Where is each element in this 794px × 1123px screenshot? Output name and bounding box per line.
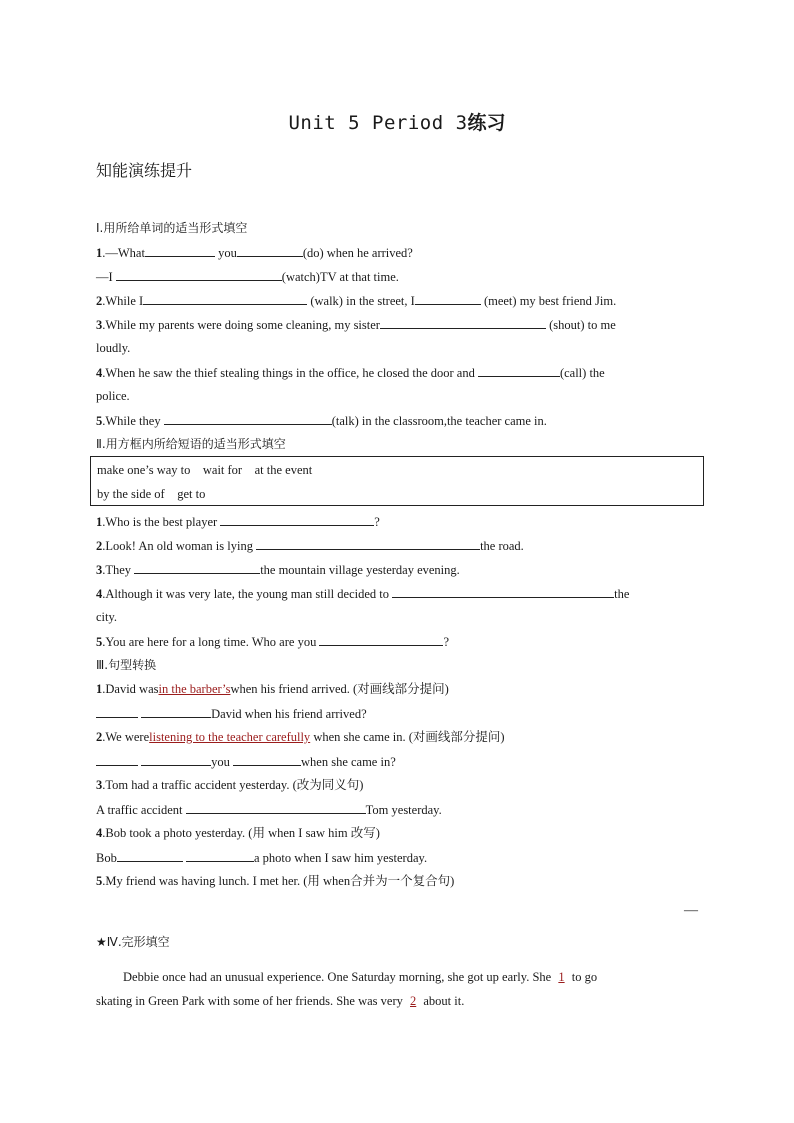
answer-blank[interactable] [116, 268, 282, 281]
phrase-row-2: by the side of get to [97, 487, 206, 501]
s3-question-5: 5.My friend was having lunch. I met her. (用 when合并为一个复合句) [96, 874, 455, 888]
answer-blank[interactable] [380, 316, 546, 329]
phrase-row-1: make one’s way to wait for at the event [97, 463, 313, 477]
section-1-heading: Ⅰ.用所给单词的适当形式填空 [96, 221, 248, 235]
s1-question-3-cont: loudly. [96, 341, 131, 355]
underlined-phrase: in the barber’s [158, 682, 231, 696]
answer-blank[interactable] [134, 561, 260, 574]
s3-question-4-answer: Bob a photo when I saw him yesterday. [96, 851, 428, 865]
answer-blank[interactable] [186, 849, 254, 862]
answer-blank[interactable] [256, 537, 480, 550]
cloze-blank-2[interactable]: 2 [410, 994, 417, 1008]
s3-question-3: 3.Tom had a traffic accident yesterday. (改为同义句) [96, 778, 364, 792]
cloze-paragraph-line-2: skating in Green Park with some of her friends. She was very 2 about it. [96, 994, 465, 1008]
s1-question-5: 5.While they (talk) in the classroom,the teacher came in. [96, 414, 547, 428]
section-2-heading: Ⅱ.用方框内所给短语的适当形式填空 [96, 437, 286, 451]
s2-question-3: 3.They the mountain village yesterday evening. [96, 563, 460, 577]
underlined-phrase: listening to the teacher carefully [149, 730, 311, 744]
s1-question-4: 4.When he saw the thief stealing things in the office, he closed the door and (call) the [96, 366, 605, 380]
s1-question-3: 3.While my parents were doing some cleaning, my sister (shout) to me [96, 318, 616, 332]
answer-dash: — [684, 903, 698, 918]
page-title: Unit 5 Period 3练习 [288, 112, 506, 134]
answer-blank[interactable] [392, 585, 614, 598]
answer-blank[interactable] [478, 364, 560, 377]
answer-blank[interactable] [220, 513, 374, 526]
answer-blank[interactable] [96, 753, 138, 766]
subtitle: 知能演练提升 [96, 161, 193, 180]
answer-blank[interactable] [143, 292, 307, 305]
section-3-heading: Ⅲ.句型转换 [96, 658, 157, 672]
section-4-heading: ★Ⅳ.完形填空 [96, 935, 170, 949]
s1-question-4-cont: police. [96, 389, 130, 403]
answer-blank[interactable] [164, 412, 332, 425]
s3-question-1: 1.David wasin the barber’swhen his friend arrived. (对画线部分提问) [96, 682, 449, 696]
answer-blank[interactable] [186, 801, 366, 814]
s3-question-4: 4.Bob took a photo yesterday. (用 when I saw him 改写) [96, 826, 380, 840]
answer-blank[interactable] [96, 705, 138, 718]
answer-blank[interactable] [233, 753, 301, 766]
s1-question-1: 1.—What you (do) when he arrived? [96, 246, 413, 260]
s2-question-4: 4.Although it was very late, the young man still decided to the [96, 587, 630, 601]
s2-question-1: 1.Who is the best player ? [96, 515, 380, 529]
cloze-paragraph-line-1: Debbie once had an unusual experience. One Saturday morning, she got up early. She 1 to go [123, 970, 598, 984]
s2-question-4-cont: city. [96, 610, 118, 624]
answer-blank[interactable] [319, 633, 443, 646]
s1-question-1-answer: —I (watch)TV at that time. [96, 270, 399, 284]
s3-question-3-answer: A traffic accident Tom yesterday. [96, 803, 442, 817]
phrase-box [90, 456, 704, 506]
s2-question-5: 5.You are here for a long time. Who are you ? [96, 635, 449, 649]
answer-blank[interactable] [415, 292, 481, 305]
s3-question-2-answer: you when she came in? [96, 753, 396, 770]
s2-question-2: 2.Look! An old woman is lying the road. [96, 539, 524, 553]
answer-blank[interactable] [141, 753, 211, 766]
answer-blank[interactable] [145, 244, 215, 257]
s3-question-2: 2.We werelistening to the teacher carefully when she came in. (对画线部分提问) [96, 730, 505, 744]
s3-question-1-answer: David when his friend arrived? [96, 705, 367, 722]
answer-blank[interactable] [237, 244, 303, 257]
answer-blank[interactable] [141, 705, 211, 718]
cloze-blank-1[interactable]: 1 [558, 970, 565, 984]
answer-blank[interactable] [117, 849, 183, 862]
s1-question-2: 2.While I (walk) in the street, I (meet) my best friend Jim. [96, 294, 617, 308]
